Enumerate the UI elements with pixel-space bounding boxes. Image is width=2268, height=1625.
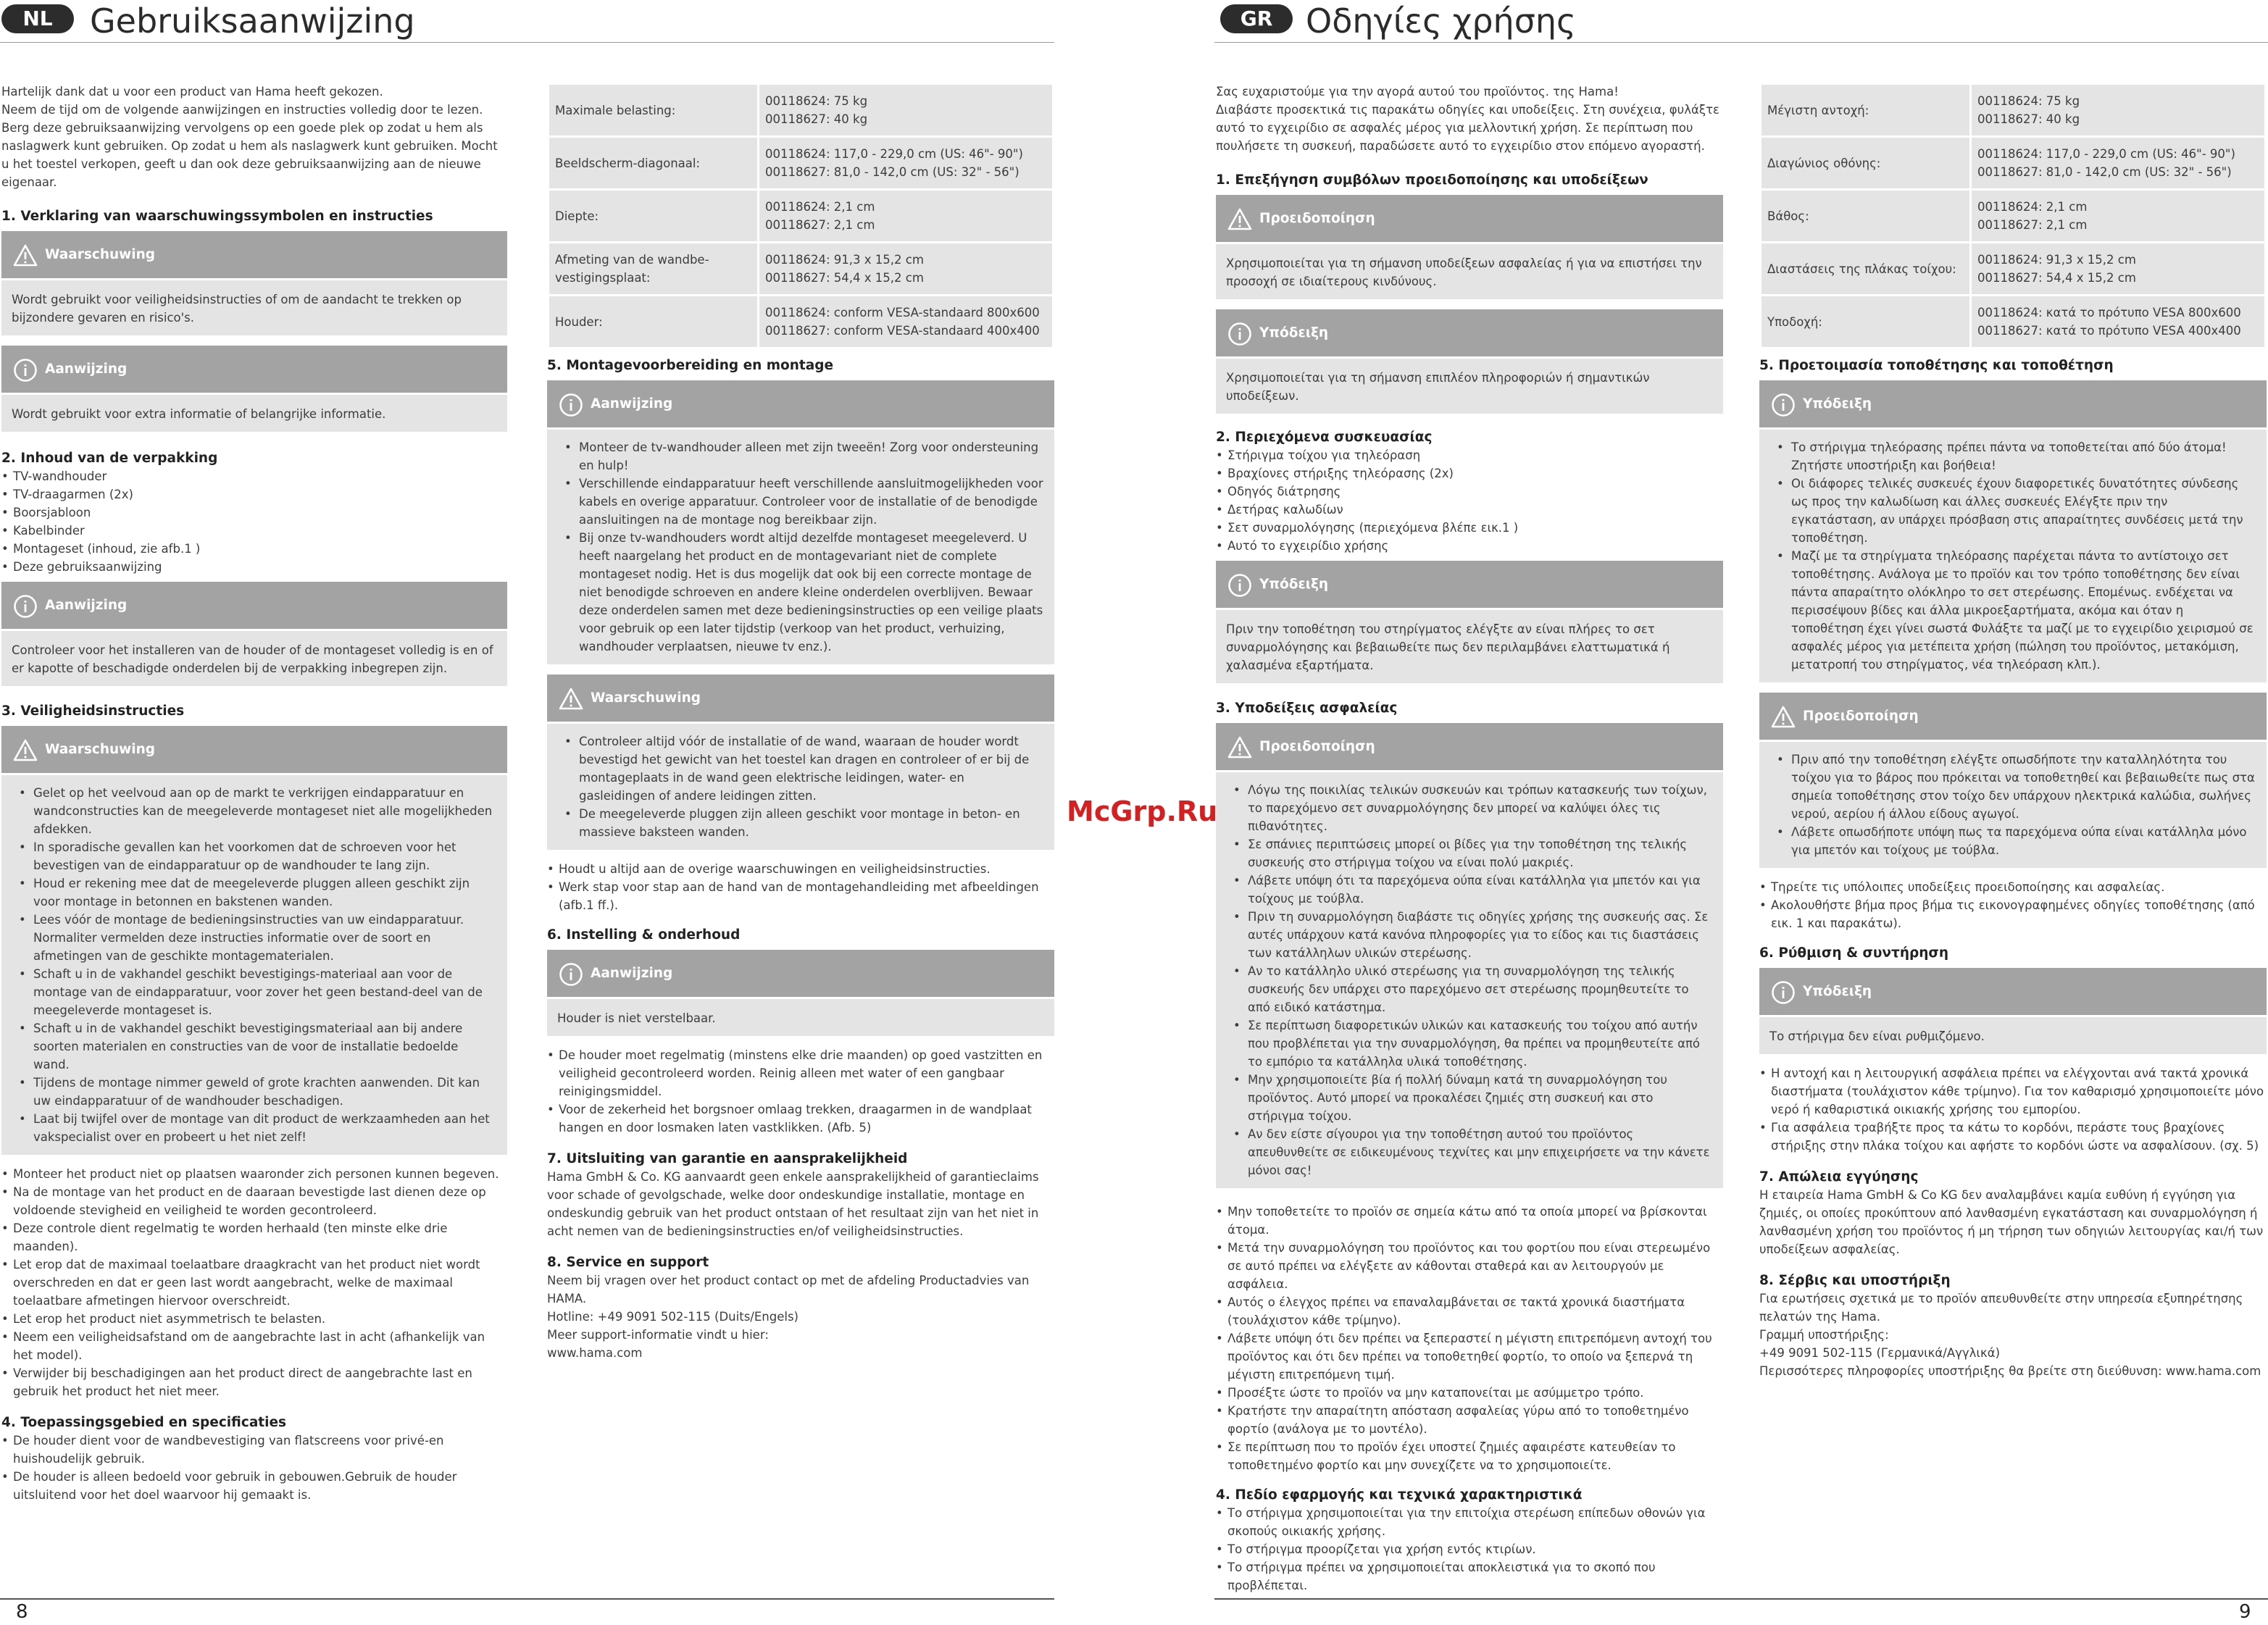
list-item: • TV-wandhouder [1, 467, 507, 485]
note-list [547, 430, 1054, 664]
list-item: • Το στήριγμα τηλεόρασης πρέπει πάντα να τοποθετείται από δύο άτομα! Ζητήστε υποστήριξη και βοήθεια! [1771, 438, 2256, 475]
list-item: • Σετ συναρμολόγησης (περιεχόμενα βλέπε εικ.1 ) [1216, 519, 1723, 537]
list-item: • Verschillende eindapparatuur heeft verschillende aansluitmogelijkheden voor kabels en overige apparatuur. Controleer voor de installatie of de benodigde aansluitingen na de montage nog bereikbaar zijn. [559, 475, 1044, 529]
warning-box [1, 231, 507, 335]
section-heading: 4. Toepassingsgebied en specificaties [1, 1415, 287, 1430]
contents-list [1216, 446, 1723, 555]
list-item: • Πριν τη συναρμολόγηση διαβάστε τις οδηγίες χρήσης της συσκευής σας. Σε αυτές υπάρχουν κατά κανόνα πληροφορίες για το είδος και τις διαστάσεις των κατάλληλων υλικών στερέωσης. [1227, 908, 1713, 962]
list-item: • Βραχίονες στήριξης τηλεόρασης (2x) [1216, 464, 1723, 483]
table-row [549, 190, 1054, 243]
list-item: • Boorsjabloon [1, 504, 507, 522]
spec-label: Υποδοχή: [1761, 296, 1971, 348]
spec-value: 00118627: 54,4 x 15,2 cm [765, 271, 924, 285]
box-title: Aanwijzing [45, 598, 128, 613]
spec-value: 00118627: 54,4 x 15,2 cm [1977, 271, 2136, 285]
info-icon [559, 393, 583, 417]
box-title: Waarschuwing [45, 247, 156, 262]
note-box [1759, 968, 2267, 1054]
list-item: • De meegeleverde pluggen zijn alleen geschikt voor montage in beton- en massieve baksteen wanden. [559, 805, 1044, 841]
list-item: • Gelet op het veelvoud aan op de markt te verkrijgen eindapparatuur en wandconstructies kan de meegeleverde montageset niet alle mogelijkheden afdekken. [13, 784, 497, 838]
warning-box [1759, 693, 2267, 868]
section-heading: 3. Veiligheidsinstructies [1, 703, 185, 719]
spec-value: 00118624: 91,3 x 15,2 cm [1977, 253, 2136, 267]
spec-value: 00118627: 40 kg [765, 112, 868, 126]
section-heading: 8. Service en support [547, 1255, 709, 1270]
table-row [549, 296, 1054, 348]
spec-table [547, 83, 1054, 349]
box-title: Waarschuwing [591, 690, 701, 706]
intro-paragraph: Διαβάστε προσεκτικά τις παρακάτω οδηγίες και υποδείξεις. Στη συνέχεια, φυλάξτε αυτό το εγχειρίδιο σε ασφαλές μέρος για μελλοντική χρήση. Σε περίπτωση που πουλήσετε τη συσκευή, παραδώσετε αυτό το εγχειρίδιο στον επόμενο αγοραστή. [1216, 103, 1719, 153]
list-item: • Αν το κατάλληλο υλικό στερέωσης για τη συναρμολόγηση της τελικής συσκευής δεν υπάρχει στο παρεχόμενο σετ στερέωσης προμηθευτείτε το από ειδικό κατάστημα. [1227, 962, 1713, 1016]
list-item: • Lees vóór de montage de bedieningsinstructies van uw eindapparatuur. Normaliter vermelden deze instructies informatie over de soort en afmetingen van de geschikte montagematerialen. [13, 911, 497, 965]
list-item: • Houd er rekening mee dat de meegeleverde pluggen alleen geschikt zijn voor montage in betonnen en bakstenen wanden. [13, 874, 497, 911]
page-title-nl: Gebruiksaanwijzing [90, 1, 415, 41]
info-icon [1771, 393, 1796, 417]
box-title: Υπόδειξη [1259, 577, 1329, 592]
service-line: Γραμμή υποστήριξης: [1759, 1328, 1889, 1342]
service-website-line[interactable]: Περισσότερες πληροφορίες υποστήριξης θα βρείτε στη διεύθυνση: www.hama.com [1759, 1364, 2261, 1378]
safety-list [1216, 1203, 1723, 1474]
section-heading: 1. Επεξήγηση συμβόλων προειδοποίησης και υποδείξεων [1216, 172, 1648, 188]
warning-list [547, 724, 1054, 850]
list-item: • Αυτός ο έλεγχος πρέπει να επαναλαμβάνεται σε τακτά χρονικά διαστήματα (τουλάχιστον κάθε τρίμηνο). [1216, 1293, 1723, 1329]
list-item: • Kabelbinder [1, 522, 507, 540]
warning-triangle-icon [13, 243, 38, 268]
mount-list [547, 860, 1054, 914]
section-heading: 7. Uitsluiting van garantie en aansprakelijkheid [547, 1151, 908, 1166]
spec-value: 00118624: 2,1 cm [1977, 200, 2088, 214]
page-title-gr: Οδηγίες χρήσης [1306, 1, 1577, 41]
list-item: • Σε σπάνιες περιπτώσεις μπορεί οι βίδες για την τοποθέτηση της τελικής συσκευής στο στήριγμα τοίχου να είναι πολύ μακριές. [1227, 835, 1713, 872]
list-item: • Οι διάφορες τελικές συσκευές έχουν διαφορετικές δυνατότητες σύνδεσης ως προς την καλωδίωση και άλλες συσκευές Ελέγξτε πριν την εγκατάσταση, αν υπάρχει πρόσβαση στις απαραίτητες συνδέσεις μετά την τοποθέτηση. [1771, 475, 2256, 547]
section-heading: 5. Montagevoorbereiding en montage [547, 358, 834, 373]
list-item: • Deze controle dient regelmatig te worden herhaald (ten minste elke drie maanden). [1, 1219, 507, 1256]
warning-box [1216, 723, 1723, 1188]
box-title: Προειδοποίηση [1259, 739, 1375, 754]
list-item: • TV-draagarmen (2x) [1, 485, 507, 504]
info-icon [1227, 573, 1252, 598]
note-box [1216, 561, 1723, 683]
warning-list [1216, 772, 1723, 1188]
info-icon [559, 962, 583, 987]
service-line: Meer support-informatie vindt u hier: [547, 1328, 769, 1342]
note-box [1, 582, 507, 686]
table-row [549, 243, 1054, 296]
box-title: Προειδοποίηση [1259, 211, 1375, 226]
table-row [1761, 243, 2266, 296]
list-item: • Controleer altijd vóór de installatie of de wand, waaraan de houder wordt bevestigd het gewicht van het toestel kan dragen en controleer of er bij de montageplaats in de wand geen elektrische leidingen, water- en gasleidingen of andere leidingen zitten. [559, 732, 1044, 805]
maintenance-list [1759, 1064, 2267, 1155]
list-item: • Το στήριγμα πρέπει να χρησιμοποιείται αποκλειστικά για το σκοπό που προβλέπεται. [1216, 1558, 1723, 1595]
list-item: • Deze gebruiksaanwijzing [1, 558, 507, 576]
list-item: • De houder dient voor de wandbevestiging van flatscreens voor privé-en huishoudelijk gebruik. [1, 1432, 507, 1468]
section-heading: 5. Προετοιμασία τοποθέτησης και τοποθέτηση [1759, 358, 2114, 373]
table-row [1761, 84, 2266, 137]
warning-list [1, 775, 507, 1155]
list-item: • De houder moet regelmatig (minstens elke drie maanden) op goed vastzitten en veiligheid gecontroleerd worden. Reinig alleen met water of een gangbaar reinigingsmiddel. [547, 1046, 1054, 1100]
spec-label: Afmeting van de wandbe-vestigingsplaat: [549, 243, 759, 296]
usage-list [1216, 1504, 1723, 1595]
box-text: Wordt gebruikt voor extra informatie of belangrijke informatie. [12, 407, 386, 421]
warning-triangle-icon [1771, 705, 1796, 730]
box-text: Πριν την τοποθέτηση του στηρίγματος ελέγξτε αν είναι πλήρες το σετ συναρμολόγησης και βεβαιωθείτε πως δεν περιλαμβάνει ελαττωματικά ή χαλασμένα εξαρτήματα. [1226, 622, 1670, 672]
spec-value: 00118627: 81,0 - 142,0 cm (US: 32" - 56") [1977, 165, 2232, 179]
spec-value: 00118627: 81,0 - 142,0 cm (US: 32" - 56") [765, 165, 1020, 179]
header-rule-right [1214, 42, 2268, 43]
list-item: • Verwijder bij beschadigingen aan het product direct de aangebrachte last en gebruik het product het niet meer. [1, 1364, 507, 1400]
usage-list [1, 1432, 507, 1504]
list-item: • Let erop het product niet asymmetrisch te belasten. [1, 1310, 507, 1328]
spec-table [1759, 83, 2267, 349]
info-icon [1771, 980, 1796, 1005]
spec-label: Διαγώνιος οθόνης: [1761, 137, 1971, 190]
list-item: • Αυτό το εγχειρίδιο χρήσης [1216, 537, 1723, 555]
info-icon [13, 594, 38, 619]
table-row [1761, 190, 2266, 243]
service-hotline: Hotline: +49 9091 502-115 (Duits/Engels) [547, 1310, 799, 1324]
spec-value: 00118624: 117,0 - 229,0 cm (US: 46"- 90") [765, 147, 1023, 161]
note-box [547, 380, 1054, 664]
list-item: • Οδηγός διάτρησης [1216, 483, 1723, 501]
section-heading: 7. Απώλεια εγγύησης [1759, 1169, 1919, 1185]
intro-line: Σας ευχαριστούμε για την αγορά αυτού του προϊόντος. της Hama! [1216, 85, 1619, 99]
list-item: • Let erop dat de maximaal toelaatbare draagkracht van het product niet wordt overschreden en dat er geen last wordt aangebracht, welke de maximaal toelaatbare afmetingen hiervoor overschreidt. [1, 1256, 507, 1310]
box-text: Χρησιμοποιείται για τη σήμανση υποδείξεων ασφαλείας ή για να επιστήσει την προσοχή σε ιδιαίτερους κινδύνους. [1226, 256, 1702, 288]
table-row [549, 84, 1054, 137]
section-heading: 6. Ρύθμιση & συντήρηση [1759, 945, 1948, 961]
intro-paragraph: Neem de tijd om de volgende aanwijzingen en instructies volledig door te lezen. Berg deze gebruiksaanwijzing vervolgens op een goede plek op zodat u hem als naslagwerk kunt gebruiken. Op zodat u hem als naslagwerk kunt gebruiken. Mocht u het toestel verkopen, geeft u dan ook deze gebruiksaanwijzing aan de nieuwe eigenaar. [1, 103, 498, 189]
spec-value: 00118624: 75 kg [1977, 94, 2080, 108]
list-item: • Monteer de tv-wandhouder alleen met zijn tweeën! Zorg voor ondersteuning en hulp! [559, 438, 1044, 475]
list-item: • Μετά την συναρμολόγηση του προϊόντος και του φορτίου που είναι στερεωμένο σε αυτό πρέπει να ελέγξετε αν κάθονται σταθερά και αν λειτουργούν με ασφάλεια. [1216, 1239, 1723, 1293]
note-box [1216, 309, 1723, 414]
service-line: Neem bij vragen over het product contact op met de afdeling Productadvies van HAMA. [547, 1274, 1030, 1306]
warning-triangle-icon [559, 687, 583, 711]
box-text: Wordt gebruikt voor veiligheidsinstructies of om de aandacht te trekken op bijzondere gevaren en risico's. [12, 293, 462, 325]
box-title: Υπόδειξη [1259, 325, 1329, 341]
list-item: • Montageset (inhoud, zie afb.1 ) [1, 540, 507, 558]
box-text: Χρησιμοποιείται για τη σήμανση επιπλέον πληροφοριών ή σημαντικών υποδείξεων. [1226, 371, 1650, 403]
warranty-text: Η εταιρεία Hama GmbH & Co KG δεν αναλαμβάνει καμία ευθύνη ή εγγύηση για ζημιές, οι οποίες προκύπτουν από λανθασμένη εγκατάσταση και συναρμολόγηση ή λανθασμένη χρήση του προϊόντος ή μη τήρηση των οδηγιών λειτουργίας και/ή των υποδείξεων ασφαλείας. [1759, 1188, 2264, 1256]
list-item: • Schaft u in de vakhandel geschikt bevestigings-materiaal aan voor de montage van de eindapparatuur, voor zover het geen bestand-deel van de meegeleverde montageset is. [13, 965, 497, 1019]
gr-column-2 [1759, 83, 2267, 1380]
list-item: • Πριν από την τοποθέτηση ελέγξτε οπωσδήποτε την καταλληλότητα του τοίχου για το βάρος που πρόκειται να τοποθετηθεί και βεβαιωθείτε πως στα σημεία τοποθέτησης στον τοίχο δεν υπάρχουν ηλεκτρικά καλώδια, σωλήνες νερού, αερίου ή άλλου είδους αγωγοί. [1771, 751, 2256, 823]
list-item: • Σε περίπτωση που το προϊόν έχει υποστεί ζημιές αφαιρέστε κατευθείαν το τοποθετημένο φορτίο και μην συνεχίζετε να το χρησιμοποιείτε. [1216, 1438, 1723, 1474]
note-box [547, 950, 1054, 1036]
footer-rule-right [1214, 1598, 2268, 1600]
watermark-text: McGrp.Ru [1067, 795, 1218, 827]
section-heading: 8. Σέρβις και υποστήριξη [1759, 1273, 1951, 1288]
warning-triangle-icon [1227, 207, 1252, 232]
spec-value: 00118624: κατά το πρότυπο VESA 800x600 [1977, 306, 2241, 319]
section-heading: 4. Πεδίο εφαρμογής και τεχνικά χαρακτηριστικά [1216, 1487, 1583, 1503]
list-item: • Na de montage van het product en de daaraan bevestigde last dienen deze op voldoende stevigheid en veiligheid te worden gecontroleerd. [1, 1183, 507, 1219]
warning-box [1216, 195, 1723, 299]
list-item: • Schaft u in de vakhandel geschikt bevestigingsmateriaal aan bij andere soorten materialen en constructies van de voor de installatie bedoelde wand. [13, 1019, 497, 1074]
list-item: • Προσέξτε ώστε το προϊόν να μην καταπονείται με ασύμμετρο τρόπο. [1216, 1384, 1723, 1402]
list-item: • In sporadische gevallen kan het voorkomen dat de schroeven voor het bevestigen van de eindapparatuur op de wandhouder te lang zijn. [13, 838, 497, 874]
spec-label: Maximale belasting: [549, 84, 759, 137]
warning-triangle-icon [13, 738, 38, 763]
list-item: • Μην χρησιμοποιείτε βία ή πολλή δύναμη κατά τη συναρμολόγηση του προϊόντος. Αυτό μπορεί να προκαλέσει ζημιές στη συσκευή και στο στήριγμα τοίχου. [1227, 1071, 1713, 1125]
mount-list [1759, 878, 2267, 932]
section-heading: 3. Υποδείξεις ασφαλείας [1216, 701, 1398, 716]
spec-value: 00118627: κατά το πρότυπο VESA 400x400 [1977, 324, 2241, 338]
service-line: Για ερωτήσεις σχετικά με το προϊόν απευθυνθείτε στην υπηρεσία εξυπηρέτησης πελατών της Hama. [1759, 1292, 2243, 1324]
warning-box [547, 674, 1054, 850]
note-box [1759, 380, 2267, 682]
page-number-right: 9 [2239, 1601, 2251, 1623]
list-item: • Neem een veiligheidsafstand om de aangebrachte last in acht (afhankelijk van het model). [1, 1328, 507, 1364]
spec-label: Βάθος: [1761, 190, 1971, 243]
list-item: • Σε περίπτωση διαφορετικών υλικών και κατασκευής του τοίχου από αυτήν που προβλέπεται για την συναρμολόγηση, θα πρέπει να προμηθευτείτε από το εμπόριο τα κατάλληλα υλικά τοποθέτησης. [1227, 1016, 1713, 1071]
list-item: • Λόγω της ποικιλίας τελικών συσκευών και τρόπων κατασκευής των τοίχων, το παρεχόμενο σετ συναρμολόγησης δεν μπορεί να καλύψει όλες τις πιθανότητες. [1227, 781, 1713, 835]
spec-value: 00118627: 2,1 cm [765, 218, 875, 232]
list-item: • Κρατήστε την απαραίτητη απόσταση ασφαλείας γύρω από το τοποθετημένο φορτίο (ανάλογα με το μοντέλο). [1216, 1402, 1723, 1438]
list-item: • Tijdens de montage nimmer geweld of grote krachten aanwenden. Dit kan uw eindapparatuur of de wandhouder beschadigen. [13, 1074, 497, 1110]
warning-box [1, 726, 507, 1155]
header-rule-left [0, 42, 1054, 43]
nl-column-2 [547, 83, 1054, 1362]
gr-column-1 [1216, 83, 1723, 1595]
box-text: Houder is niet verstelbaar. [557, 1011, 716, 1025]
box-title: Aanwijzing [591, 966, 673, 981]
info-icon [13, 358, 38, 383]
list-item: • De houder is alleen bedoeld voor gebruik in gebouwen.Gebruik de houder uitsluitend voor het doel waarvoor hij gemaakt is. [1, 1468, 507, 1504]
list-item: • Στήριγμα τοίχου για τηλεόραση [1216, 446, 1723, 464]
spec-value: 00118627: 2,1 cm [1977, 218, 2088, 232]
list-item: • Werk stap voor stap aan de hand van de montagehandleiding met afbeeldingen (afb.1 ff.). [547, 878, 1054, 914]
footer-rule-left [0, 1598, 1054, 1600]
list-item: • Η αντοχή και η λειτουργική ασφάλεια πρέπει να ελέγχονται ανά τακτά χρονικά διαστήματα (τουλάχιστον κάθε τρίμηνο). Για τον καθαρισμό χρησιμοποιείτε μόνο νερό ή καθαριστικά οικιακής χρήσης του εμπορίου. [1759, 1064, 2267, 1119]
list-item: • Λάβετε υπόψη ότι τα παρεχόμενα ούπα είναι κατάλληλα για μπετόν και για τοίχους με τούβλα. [1227, 872, 1713, 908]
service-hotline: +49 9091 502-115 (Γερμανικά/Αγγλικά) [1759, 1346, 2001, 1360]
intro-line: Hartelijk dank dat u voor een product van Hama heeft gekozen. [1, 85, 383, 99]
language-badge-nl: NL [1, 4, 74, 33]
list-item: • Bij onze tv-wandhouders wordt altijd dezelfde montageset meegeleverd. U heeft naargelang het product en de montagevariant niet de complete montageset nodig. Het is dus mogelijk dat ook bij een correcte montage de niet benodigde schroeven en andere kleine onderdelen overblijven. Bewaar deze onderdelen samen met deze bedieningsinstructies op een veilige plaats voor gebruik op een later tijdstip (verkoop van het product, verhuizing, wandhouder verplaatsen, nieuwe tv enz.). [559, 529, 1044, 656]
list-item: • Ακολουθήστε βήμα προς βήμα τις εικονογραφημένες οδηγίες τοποθέτησης (από εικ. 1 και παρακάτω). [1759, 896, 2267, 932]
list-item: • Λάβετε υπόψη ότι δεν πρέπει να ξεπεραστεί η μέγιστη επιτρεπόμενη αντοχή του προϊόντος και ότι δεν πρέπει να τοποθετηθεί φορτίο, το οποίο να ξεπερνά τη μέγιστη επιτρεπόμενη τιμή. [1216, 1329, 1723, 1384]
list-item: • Το στήριγμα χρησιμοποιείται για την επιτοίχια στερέωση επίπεδων οθονών για σκοπούς οικιακής χρήσης. [1216, 1504, 1723, 1540]
list-item: • Τηρείτε τις υπόλοιπες υποδείξεις προειδοποίησης και ασφαλείας. [1759, 878, 2267, 896]
table-row [1761, 137, 2266, 190]
list-item: • Το στήριγμα προορίζεται για χρήση εντός κτιρίων. [1216, 1540, 1723, 1558]
spec-label: Diepte: [549, 190, 759, 243]
list-item: • Voor de zekerheid het borgsnoer omlaag trekken, draagarmen in de wandplaat hangen en door losmaken laten vastklikken. (Afb. 5) [547, 1100, 1054, 1137]
box-text: Controleer voor het installeren van de houder of de montageset volledig is en of er kapotte of beschadigde onderdelen bij de verpakking inbegrepen zijn. [12, 643, 493, 675]
table-row [1761, 296, 2266, 348]
spec-value: 00118624: 117,0 - 229,0 cm (US: 46"- 90") [1977, 147, 2235, 161]
page-number-left: 8 [16, 1601, 28, 1623]
note-box [1, 346, 507, 432]
list-item: • Monteer het product niet op plaatsen waaronder zich personen kunnen begeven. [1, 1165, 507, 1183]
list-item: • Laat bij twijfel over de montage van dit product de werkzaamheden aan het vakspecialist over en probeert u het niet zelf! [13, 1110, 497, 1146]
list-item: • Houdt u altijd aan de overige waarschuwingen en veiligheidsinstructies. [547, 860, 1054, 878]
contents-list [1, 467, 507, 576]
box-title: Aanwijzing [591, 396, 673, 412]
box-text: Το στήριγμα δεν είναι ρυθμιζόμενο. [1769, 1029, 1985, 1043]
spec-value: 00118627: conform VESA-standaard 400x400 [765, 324, 1040, 338]
section-heading: 2. Inhoud van de verpakking [1, 451, 218, 466]
list-item: • Για ασφάλεια τραβήξτε προς τα κάτω το κορδόνι, περάστε τους βραχίονες στήριξης στην πλάκα τοίχου και αφήστε το κορδόνι ώστε να ασφαλίσουν. (σχ. 5) [1759, 1119, 2267, 1155]
table-row [549, 137, 1054, 190]
note-list [1759, 430, 2267, 682]
box-title: Υπόδειξη [1803, 396, 1872, 412]
section-heading: 2. Περιεχόμενα συσκευασίας [1216, 430, 1433, 445]
language-badge-gr: GR [1220, 4, 1293, 33]
spec-value: 00118624: 91,3 x 15,2 cm [765, 253, 924, 267]
list-item: • Λάβετε οπωσδήποτε υπόψη πως τα παρεχόμενα ούπα είναι κατάλληλα μόνο για μπετόν και τοίχους με τούβλα. [1771, 823, 2256, 859]
info-icon [1227, 322, 1252, 346]
spec-value: 00118627: 40 kg [1977, 112, 2080, 126]
box-title: Υπόδειξη [1803, 984, 1872, 999]
maintenance-list [547, 1046, 1054, 1137]
box-title: Waarschuwing [45, 742, 156, 757]
list-item: • Μαζί με τα στηρίγματα τηλεόρασης παρέχεται πάντα το αντίστοιχο σετ τοποθέτησης. Ανάλογα με το προϊόν και τον τρόπο τοποθέτησης δεν είναι πάντα απαραίτητο ολόκληρο το σετ στερέωσης. Επομένως. ενδέχεται να περισσέψουν βίδες και άλλα μικροεξαρτήματα, ακόμα και όταν η τοποθέτηση έχει γίνει σωστά Φυλάξτε τα μαζί με το εγχειρίδιο χειρισμού σε ασφαλές μέρος για μετέπειτα χρήση (πώληση του προϊόντος, μετακόμιση, μετατροπή του στηρίγματος, νέα τηλεόραση κλπ.). [1771, 547, 2256, 674]
nl-column-1 [1, 83, 507, 1504]
warning-list [1759, 742, 2267, 868]
section-heading: 6. Instelling & onderhoud [547, 927, 741, 943]
spec-label: Beeldscherm-diagonaal: [549, 137, 759, 190]
list-item: • Δετήρας καλωδίων [1216, 501, 1723, 519]
list-item: • Αν δεν είστε σίγουροι για την τοποθέτηση αυτού του προϊόντος απευθυνθείτε σε ειδικευμένους τεχνίτες και μην επιχειρήσετε να την κάνετε μόνοι σας! [1227, 1125, 1713, 1179]
list-item: • Μην τοποθετείτε το προϊόν σε σημεία κάτω από τα οποία μπορεί να βρίσκονται άτομα. [1216, 1203, 1723, 1239]
service-website-link[interactable]: www.hama.com [547, 1346, 643, 1360]
box-title: Aanwijzing [45, 362, 128, 377]
box-title: Προειδοποίηση [1803, 709, 1919, 724]
spec-value: 00118624: 75 kg [765, 94, 868, 108]
warranty-text: Hama GmbH & Co. KG aanvaardt geen enkele aansprakelijkheid of garantieclaims voor schade of gevolgschade, welke door ondeskundige installatie, montage en ondeskundig gebruik van het product ontstaan of het resultaat zijn van het niet in acht nemen van de bedieningsinstructies en/of veiligheidsinstructies. [547, 1170, 1039, 1238]
section-heading: 1. Verklaring van waarschuwingssymbolen en instructies [1, 209, 433, 224]
safety-list [1, 1165, 507, 1400]
spec-label: Μέγιστη αντοχή: [1761, 84, 1971, 137]
spec-value: 00118624: 2,1 cm [765, 200, 875, 214]
spec-label: Houder: [549, 296, 759, 348]
spec-value: 00118624: conform VESA-standaard 800x600 [765, 306, 1040, 319]
warning-triangle-icon [1227, 735, 1252, 760]
spec-label: Διαστάσεις της πλάκας τοίχου: [1761, 243, 1971, 296]
